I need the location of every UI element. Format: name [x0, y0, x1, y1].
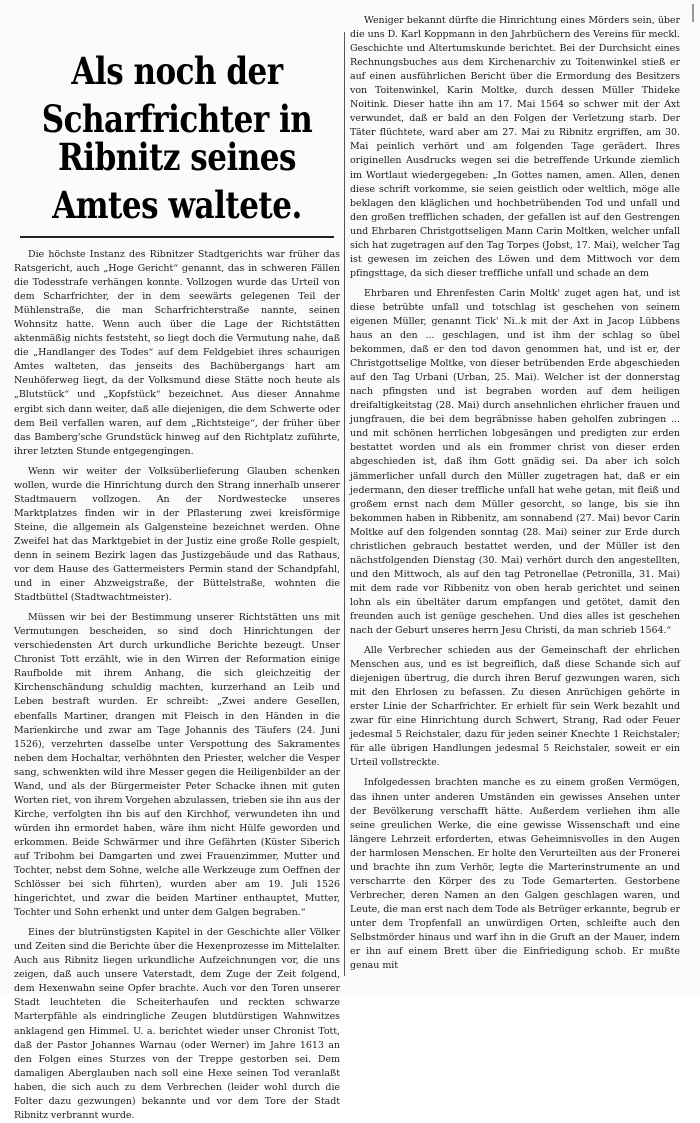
headline-line-1: Als noch der Scharfrichter in — [41, 50, 313, 142]
paragraph-right-4: Infolgedessen brachten manche es zu einem großen Vermögen, das ihnen unter anderen Umständen ein gewisses Ansehen unter der Bevölkerung verschafft hätte. Außerdem verliehen ihm alle seine greulichen Werke, die eine gewisse Wissenschaft und eine längere Lehrzeit erforderten, etwas Geheimnisvolles in den Augen der harmlosen Menschen. Er holte den Verurteilten aus der Fronerei und brachte ihn zum Verhör, legte die Marterinstrumente an und verscharrte den Körper des zu Tode Gemarterten. Gestorbene Verbrecher, deren Namen an den Galgen geschlagen waren, und Leute, die man erst nach dem Tode als Betrüger erkannte, begrub er unter dem Tropfenfall an unwürdigen Orten, schleifte auch den Selbstmörder hinaus und warf ihn in die Gruft an der Mauer, indem er ihn auf einem Brett über die Einfriedigung schob. Er mußte genau mit — [350, 777, 680, 972]
paragraph-left-3: Müssen wir bei der Bestimmung unserer Richtstätten uns mit Vermutungen bescheiden, so sind doch Hinrichtungen der verschiedensten Art durch urkundliche Berichte bezeugt. Unser Chronist Tott erzählt, wie in den Wirren der Reformation einige Raufbolde mit ihrem Anhang, die sich gleichzeitig der Kirchenschändung schuldig machten, kurzerhand an Leib und Leben bestraft wurden. Er schreibt: „Zwei andere Gesellen, ebenfalls Martiner, drangen mit Fleisch in den Händen in die Marienkirche und zwar am Tage Johannis des Täufers (24. Juni 1526), verzehrten dasselbe unter Verspottung des Sakramentes neben dem Hochaltar, verhöhnten den Priester, welcher die Vesper sang, schwenkten wild ihre Messer gegen die Heiligenbilder an der Wand, und als der Bürgermeister Peter Schacke ihnen mit guten Worten riet, von ihrem Vorgehen abzulassen, trieben sie ihn aus der Kirche, verfolgten ihn bis auf den Kirchhof, verwundeten ihn und würden ihn ermordet haben, wäre ihm nicht Hülfe geworden und erkommen. Beide Schwärmer und ihre Gefährten (Küster Siberich auf Tribohm bei Damgarten und zwei Frauenzimmer, Mutter und Tochter, nebst dem Sohne, welche alle Werkzeuge zum Oeffnen der Schlösser bei sich führten), wurden aber am 19. Juli 1526 hingerichtet, und zwar die beiden Martiner enthauptet, Mutter, Tochter und Sohn erhenkt und unter dem Galgen begraben.“ — [14, 612, 340, 919]
column-divider — [344, 32, 345, 976]
paragraph-left-4: Eines der blutrünstigsten Kapitel in der Geschichte aller Völker und Zeiten sind die Berichte über die Hexenprozesse im Mittelalter. Auch aus Ribnitz liegen urkundliche Aufzeichnungen vor, die uns zeigen, daß auch unsere Vaterstadt, dem Zuge der Zeit folgend, dem Hexenwahn seine Opfer brachte. Auch vor den Toren unserer Stadt leuchteten die Scheiterhaufen und reckten schwarze Marterpfähle als eindringliche Zeugen blutdürstigen Wahnwitzes anklagend gen Himmel. U. a. berichtet wieder unser Chronist Tott, daß der Pastor Johannes Warnau (oder Werner) im Jahre 1613 an den Folgen eines Sturzes von der Treppe gestorben sei. Dem damaligen Aberglauben nach soll eine Hexe seinen Tod veranlaßt haben, die sich auch zu dem Verbrechen (leider wohl durch die Folter dazu gezwungen) bekannte und vor dem Tore der Stadt Ribnitz verbrannt wurde. — [14, 927, 340, 1121]
paragraph-left-2: Wenn wir weiter der Volksüberlieferung Glauben schenken wollen, wurde die Hinrichtung durch den Strang innerhalb unserer Stadtmauern vollzogen. An der Nordwestecke unseres Marktplatzes finden wir in der Pflasterung zwei kreisförmige Steine, die allgemein als Galgensteine bezeichnet werden. Ohne Zweifel hat das Marktgebiet in der Justiz eine große Rolle gespielt, denn in seinem Bezirk lagen das Justizgebäude und das Rathaus, vor dem Hause des Gattermeisters Permin stand der Schandpfahl, und in einer Abzweigstraße, der Büttelstraße, wohnten die Stadtbüttel (Stadtwachtmeister). — [14, 465, 340, 604]
paragraph-right-2: Ehrbaren und Ehrenfesten Carin Moltk' zuget agen hat, und ist diese betrübte unfall und totschlag ist geschehen von seinem eigenen Müller, genannt Tick' Ni..k mit der Axt in Jacop Lübbens haus an den ... geschlagen, und ist ihm der schlag so übel bekommen, daß er den tod davon genommen hat, und ist er, der Christgottselige Moltke, von dieser betrübenden Erde abgeschieden auf den Tag Urbani (Urban, 25. Mai). Welcher ist der donnerstag nach pfingsten und ist begraben worden auf dem heiligen dreifaltigkeitstag (28. Mai) durch ansehnlichen ehrlicher frauen und jungfrauen, die bei dem begräbnisse haben geholfen zubringen ... und mit schönen herrlichen lobgesängen und predigten zur erden bestattet worden und als ein frommer christ von dieser erden abgeschieden ist, daß ihm Gott gnädig sei. Da aber ich solch jämmerlicher unfall durch den Müller zugetragen hat, daß er ein jedermann, den dieser treffliche unfall hat wehe getan, mit fleiß und großem ernst nach dem Müller gesorcht, so lange, bis sie ihn bekommen haben in Ribbenitz, am sonnabend (27. Mai) bevor Carin Moltke auf den folgenden sonntag (28. Mai) seiner zur Erde durch christlichen gebrauch bestattet werden, und der Müller ist den nächstfolgenden Dienstag (30. Mai) verhört durch den angestellten, und den Mittwoch, als auf den tag Petronellae (Petronilla, 31. Mai) mit dem rade vor Ribbenitz von oben herab gerichtet und seinen lohn als ein übeltäter darum empfangen und getötet, damit den freunden auch ist genüge geschehen. Und dies alles ist geschehen nach der Geburt unseres herrn Jesu Christi, da man schrieb 1564.“ — [350, 287, 680, 637]
right-column — [350, 0, 680, 994]
paragraph-right-3: Alle Verbrecher schieden aus der Gemeinschaft der ehrlichen Menschen aus, und es ist begreiflich, daß diese Schande sich auf diejenigen übertrug, die durch ihren Beruf gezwungen waren, sich mit den Ehrlosen zu befassen. Zu diesen Anrüchigen gehörte in erster Linie der Scharfrichter. Er erhielt für sein Werk bezahlt und zwar für eine Hinrichtung durch Schwert, Strang, Rad oder Feuer jedesmal 5 Reichstaler, dazu für jeden seiner Knechte 1 Reichstaler; für alle übrigen Handlungen jedesmal 5 Reichstaler, soweit er ein Urteil vollstreckte. — [350, 645, 680, 769]
left-column — [14, 0, 340, 1121]
headline-divider — [20, 236, 334, 238]
headline-line-2: Ribnitz seines Amtes waltete. — [52, 136, 302, 228]
paragraph-left-1: Die höchste Instanz des Ribnitzer Stadtgerichts war früher das Ratsgericht, auch „Hoge Gericht“ genannt, das in schweren Fällen die Todesstrafe verhängen konnte. Vollzogen wurde das Urteil von dem Scharfrichter, der in dem seewärts gelegenen Teil der Mühlenstraße, die man Scharfrichterstraße nannte, seinen Wohnsitz hatte. Wenn auch über die Lage der Richtstätten aktenmäßig nichts feststeht, so liegt doch die Vermutung nahe, daß die „Handlanger des Todes“ auf dem Feldgebiet ihres schaurigen Amtes walteten, das jenseits des Bachübergangs hart am Neuhöferweg liegt, da der Volksmund diese Stätte noch heute als „Blutstück“ und „Kopfstück“ bezeichnet. Aus dieser Annahme ergibt sich dann weiter, daß alle diejenigen, die dem Schwerte oder dem Beil verfallen waren, auf dem „Richtsteige“, der früher über das Bamberg'sche Grundstück hinweg auf den Richtplatz zuführte, ihrer letzten Stunde entgegengingen. — [14, 249, 340, 457]
scan-mark — [692, 4, 694, 22]
article-headline — [14, 50, 340, 228]
paragraph-right-1: Weniger bekannt dürfte die Hinrichtung eines Mörders sein, über die uns D. Karl Koppmann in den Jahrbüchern des Vereins für meckl. Geschichte und Altertumskunde berichtet. Bei der Durchsicht eines Rechnungsbuches aus dem Kirchenarchiv zu Toitenwinkel stieß er auf einen ausführlichen Bericht über die Ermordung des Besitzers von Toitenwinkel, Karin Moltke, durch dessen Müller Thideke Noitink. Dieser hatte ihn am 17. Mai 1564 so schwer mit der Axt verwundet, daß er bald an den Folgen der Verletzung starb. Der Täter flüchtete, ward aber am 27. Mai zu Ribnitz ergriffen, am 30. Mai peinlich verhört und am folgenden Tage gerädert. Ihres originellen Ausdrucks wegen sei die betreffende Urkunde ziemlich im Wortlaut wiedergegeben: „In Gottes namen, amen. Allen, denen diese schrift vorkomme, sie seien geistlich oder weltlich, möge alle beklagen den kläglichen und hochbetrübenden Tod und unfall und den großen trefflichen schaden, der gefallen ist auf den Gestrengen und Ehrbaren Christgottseligen Mann Carin Moltken, welcher unfall sich hat zugetragen auf den Tag Torpes (Jobst, 17. Mai), welcher Tag ist gewesen im zeichen des Löwen und dem Mittwoch vor dem pfingsttage, da sich dieser treffliche unfall und schade an dem — [350, 15, 680, 279]
